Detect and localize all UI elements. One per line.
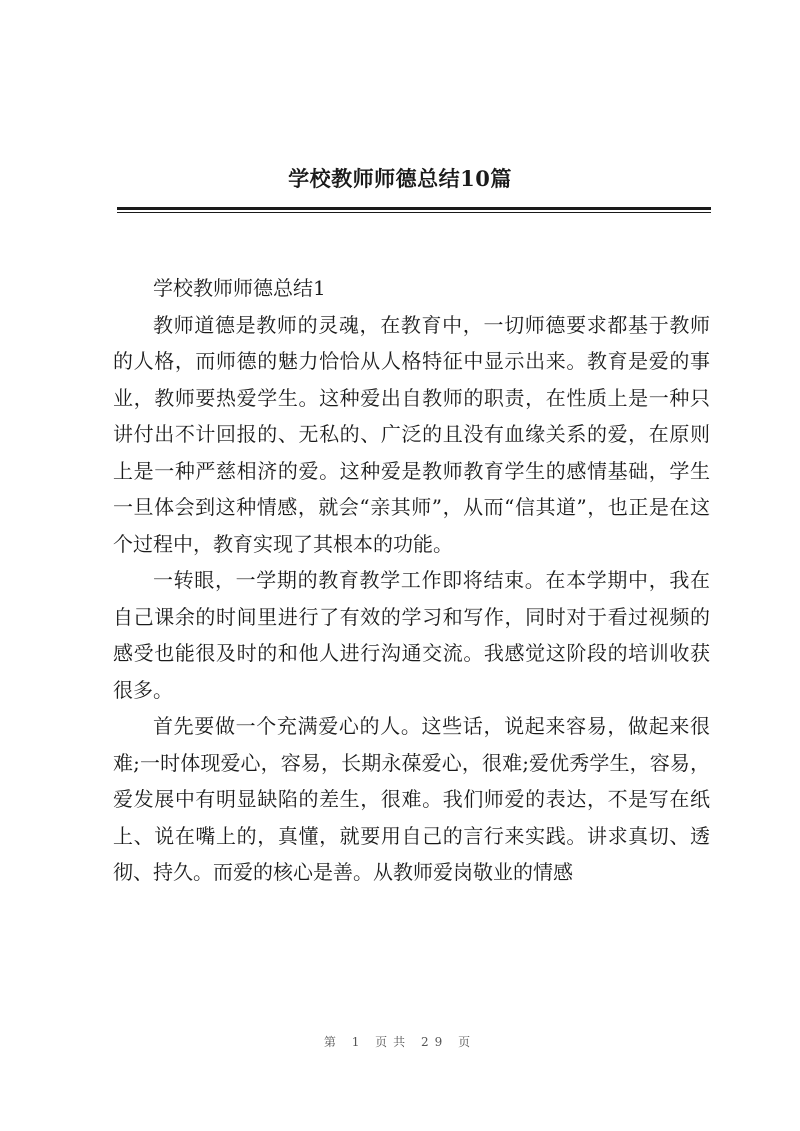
title-divider [117,207,711,210]
paragraph: 首先要做一个充满爱心的人。这些话，说起来容易，做起来很难;一时体现爱心，容易，长期永葆爱心，很难;爱优秀学生，容易，爱发展中有明显缺陷的差生，很难。我们师爱的表达，不是写在纸上、说在嘴上的，真懂，就要用自己的言行来实践。讲求真切、透彻、持久。而爱的核心是善。从教师爱岗敬业的情感 [113,714,710,884]
page-number-footer: 第 1 页共 29 页 [323,1035,477,1049]
paragraph: 一转眼，一学期的教育教学工作即将结束。在本学期中，我在自己课余的时间里进行了有效的学习和写作，同时对于看过视频的感受也能很及时的和他人进行沟通交流。我感觉这阶段的培训收获很多。 [113,568,710,702]
document-title: 学校教师师德总结10篇 [288,166,512,191]
paragraph: 教师道德是教师的灵魂，在教育中，一切师德要求都基于教师的人格，而师德的魅力恰恰从人格特征中显示出来。教育是爱的事业，教师要热爱学生。这种爱出自教师的职责，在性质上是一种只讲付出不计回报的、无私的、广泛的且没有血缘关系的爱，在原则上是一种严慈相济的爱。这种爱是教师教育学生的感情基础，学生一旦体会到这种情感，就会“亲其师”，从而“信其道”，也正是在这个过程中，教育实现了其根本的功能。 [113,312,710,556]
document-body [113,270,710,891]
section-heading: 学校教师师德总结1 [153,276,326,300]
